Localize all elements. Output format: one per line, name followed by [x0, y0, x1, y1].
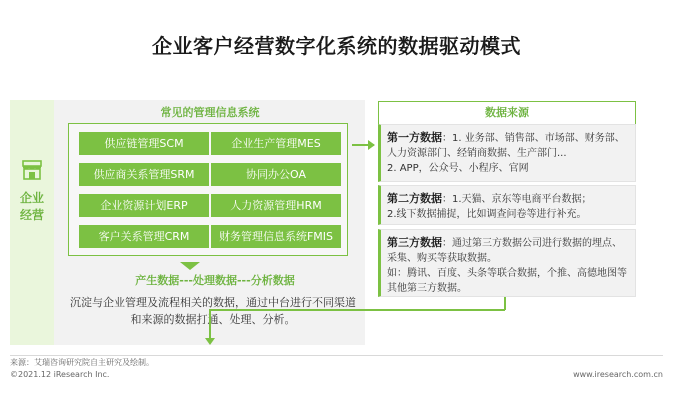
third-party-body: ：通过第三方数据公司进行数据的埋点、采集、购买等获取数据。 如：腾讯、百度、头条等联合数据，个推、高德地图等其他第三方数据。: [387, 238, 627, 294]
second-party-title: 第二方数据: [387, 192, 442, 205]
site-url: www.iresearch.com.cn: [573, 370, 663, 379]
copyright: ©2021.12 iResearch Inc.: [10, 370, 110, 379]
module-oa: 协同办公OA: [211, 163, 341, 186]
arrow-head-right-icon: [368, 140, 375, 150]
first-party-body: ：1. 业务部、销售部、市场部、财务部、人力资源部门、经销商数据、生产部门... 2. APP，公众号、小程序、官网: [387, 133, 625, 174]
page-title: 企业客户经营数字化系统的数据驱动模式: [152, 34, 521, 58]
module-hrm: 人力资源管理HRM: [211, 194, 341, 217]
footer-divider: [10, 355, 663, 356]
module-scm: 供应链管理SCM: [79, 132, 209, 155]
side-label: 企业经营: [19, 191, 44, 222]
first-party-title: 第一方数据: [387, 131, 442, 144]
systems-description: 沉淀与企业管理及流程相关的数据，通过中台进行不同渠道和来源的数据打通、处理、分析。: [70, 296, 356, 326]
arrow-head-down-icon: [205, 338, 215, 345]
systems-title: 常见的管理信息系统: [160, 106, 260, 119]
module-crm: 客户关系管理CRM: [79, 225, 209, 248]
data-flow-label: 产生数据---处理数据---分析数据: [135, 274, 295, 287]
module-fmis: 财务管理信息系统FMIS: [211, 225, 341, 248]
connector-return: [210, 310, 505, 342]
module-mes: 企业生产管理MES: [211, 132, 341, 155]
arrow-head-flow-icon: [180, 262, 200, 270]
module-erp: 企业资源计划ERP: [79, 194, 209, 217]
third-party-title: 第三方数据: [387, 236, 442, 249]
data-source-header: 数据来源: [378, 101, 636, 125]
source-note: 来源：艾瑞咨询研究院自主研究及绘制。: [10, 358, 154, 367]
module-srm: 供应商关系管理SRM: [79, 163, 209, 186]
second-party-body: ：1.天猫、京东等电商平台数据； 2.线下数据捕捉，比如调查问卷等进行补充。: [387, 194, 592, 220]
